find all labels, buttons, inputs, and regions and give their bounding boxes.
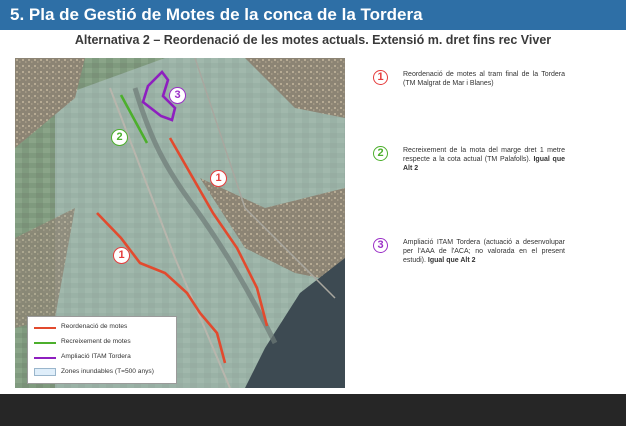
note-emphasis: Igual que Alt 2 xyxy=(427,257,476,264)
slide-subtitle: Alternativa 2 – Reordenació de les motes actuals. Extensió m. dret fins rec Viver xyxy=(74,33,552,47)
marker-number: 1 xyxy=(118,249,125,261)
legend-label: Reordenació de motes xyxy=(61,323,128,330)
legend-line-swatch xyxy=(34,327,56,329)
legend-label: Ampliació ITAM Tordera xyxy=(61,353,131,360)
note-item-3 xyxy=(373,238,565,288)
note-item-2 xyxy=(373,146,565,186)
title-bar xyxy=(0,0,626,30)
marker-number: 1 xyxy=(215,172,222,184)
note-body: Recreixement de la mota del marge dret 1 metre respecte a la cota actual (TM Palafolls). xyxy=(403,147,565,163)
note-body: Reordenació de motes al tram final de la Tordera (TM Malgrat de Mar i Blanes) xyxy=(403,71,565,87)
map-marker-1-west[interactable] xyxy=(113,247,130,264)
legend-label: Zones inundables (T=500 anys) xyxy=(61,368,154,375)
map-legend xyxy=(27,316,177,384)
map-marker-3[interactable] xyxy=(169,87,186,104)
footer-band xyxy=(0,394,626,426)
legend-line-swatch xyxy=(34,357,56,359)
note-body: Ampliació ITAM Tordera (actuació a desenvolupar per l'AAA de l'ACA; no valorada en el present estudi). xyxy=(403,239,565,264)
note-text xyxy=(403,238,565,265)
legend-item xyxy=(34,352,174,364)
note-text xyxy=(403,146,565,173)
legend-item xyxy=(34,367,174,379)
legend-item xyxy=(34,322,174,334)
legend-area-swatch xyxy=(34,368,56,376)
note-emphasis: Igual que Alt 2 xyxy=(403,156,565,172)
map-marker-2[interactable] xyxy=(111,129,128,146)
legend-label: Recreixement de motes xyxy=(61,338,131,345)
note-badge: 1 xyxy=(373,70,388,85)
note-item-1 xyxy=(373,70,565,110)
slide-title: 5. Pla de Gestió de Motes de la conca de la Tordera xyxy=(10,5,423,24)
legend-item xyxy=(34,337,174,349)
marker-number: 3 xyxy=(174,89,181,101)
map-marker-1-east[interactable] xyxy=(210,170,227,187)
note-text xyxy=(403,70,565,88)
marker-number: 2 xyxy=(116,131,123,143)
note-badge: 2 xyxy=(373,146,388,161)
note-badge: 3 xyxy=(373,238,388,253)
legend-line-swatch xyxy=(34,342,56,344)
